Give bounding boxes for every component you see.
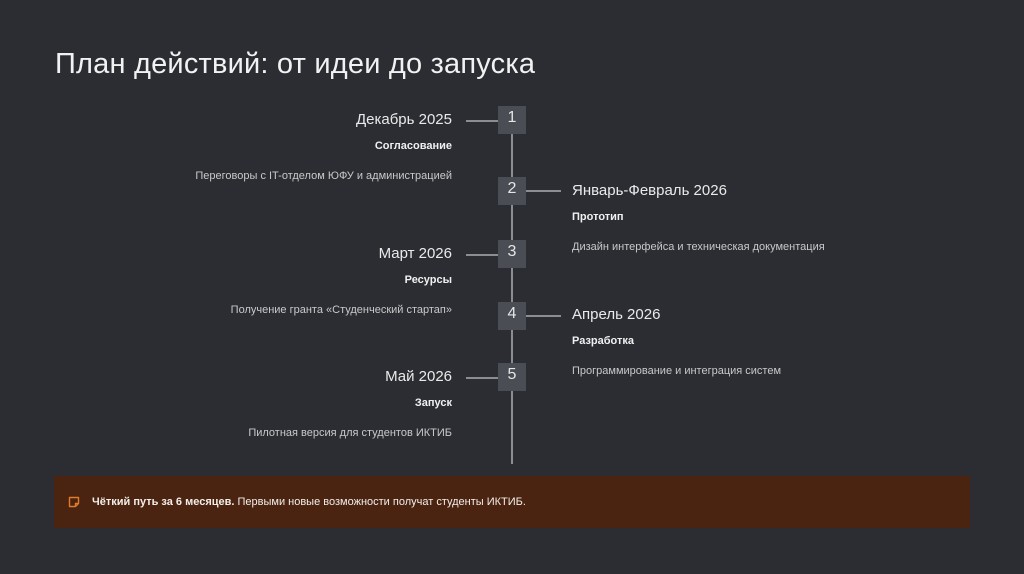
timeline-connector-4 [526, 315, 561, 317]
step-date: Декабрь 2025 [355, 111, 452, 128]
banner-bold-text: Чёткий путь за 6 месяцев. [92, 496, 235, 508]
timeline-item-5 [132, 368, 452, 439]
step-phase: Запуск [414, 397, 452, 409]
timeline-node-5: 5 [498, 363, 526, 391]
step-description: Переговоры с IT-отделом ЮФУ и администрацией [195, 170, 452, 182]
note-icon [68, 496, 80, 508]
timeline-item-2 [572, 182, 892, 253]
timeline-connector-3 [466, 254, 498, 256]
step-description: Пилотная версия для студентов ИКТИБ [248, 427, 452, 439]
timeline-item-1 [132, 111, 452, 182]
step-date: Апрель 2026 [572, 306, 661, 323]
timeline-connector-1 [466, 120, 498, 122]
timeline-item-3 [132, 245, 452, 316]
step-date: Январь-Февраль 2026 [572, 182, 727, 199]
step-phase: Ресурсы [404, 274, 452, 286]
step-phase: Согласование [374, 140, 452, 152]
timeline-node-3: 3 [498, 240, 526, 268]
page-title: План действий: от идеи до запуска [55, 48, 536, 80]
timeline-axis [511, 120, 513, 464]
banner-text [92, 496, 526, 508]
step-date: Май 2026 [385, 368, 452, 385]
step-description: Получение гранта «Студенческий стартап» [230, 304, 452, 316]
timeline-connector-2 [526, 190, 561, 192]
banner-body-text: Первыми новые возможности получат студенты ИКТИБ. [234, 496, 526, 508]
timeline-item-4 [572, 306, 892, 377]
timeline-connector-5 [466, 377, 498, 379]
timeline-node-1: 1 [498, 106, 526, 134]
step-phase: Прототип [572, 211, 624, 223]
summary-banner [54, 476, 970, 528]
step-date: Март 2026 [378, 245, 452, 262]
step-description: Программирование и интеграция систем [572, 365, 782, 377]
step-description: Дизайн интерфейса и техническая документация [572, 241, 825, 253]
timeline-node-4: 4 [498, 302, 526, 330]
timeline-node-2: 2 [498, 177, 526, 205]
step-phase: Разработка [572, 335, 634, 347]
